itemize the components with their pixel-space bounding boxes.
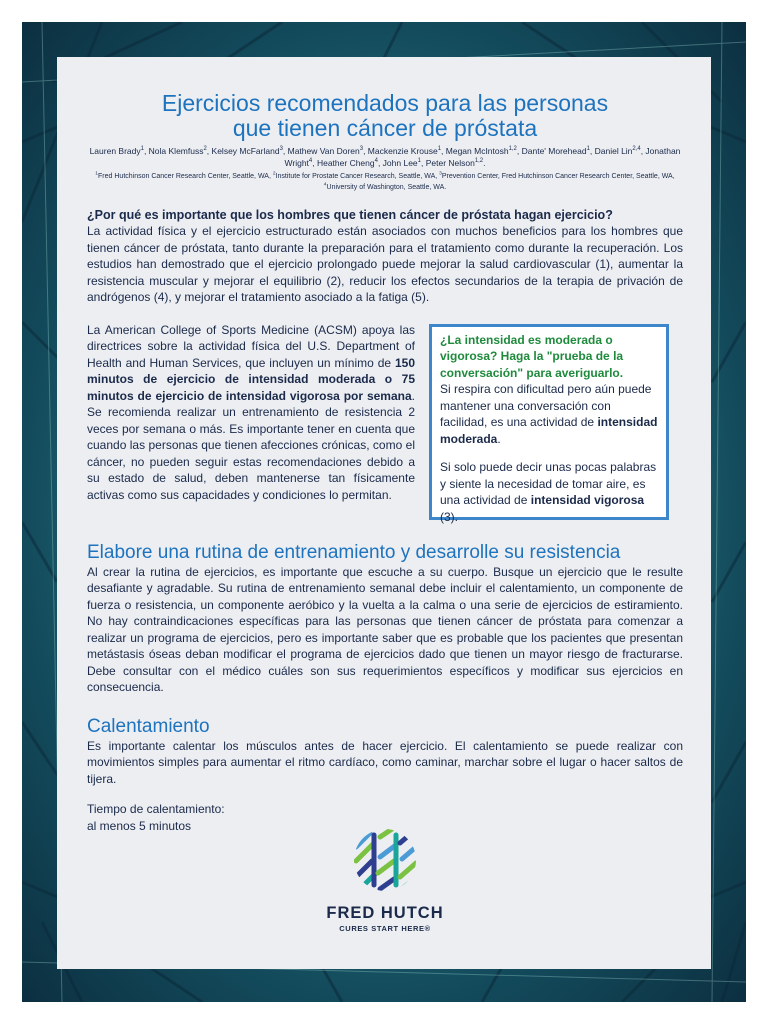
fred-hutch-logo [315,827,455,933]
author-name: Mackenzie Krouse$^1$ [367,146,442,156]
routine-body: Al crear la rutina de ejercicios, es importante que escuche a su cuerpo. Busque un ejercicio que le resulte desafiante y agradable. Su rutina de entrenamiento semanal debe incluir el calentamiento, un componente de fuerza o resistencia, un componente aeróbico y la vuelta a la calma o una serie de ejercicios de estiramiento. No hay contraindicaciones específicas para las personas que tienen cáncer de próstata para comenzar a realizar un programa de ejercicios, pero es importante saber que es probable que los pacientes que presentan metástasis óseas deban modificar el programa de ejercicios dado que tienen un mayor riesgo de fracturarse. Debe consultar con el médico cuáles son sus requerimientos específicos y modificar sus ejercicios en consecuencia. [87,564,683,694]
affiliation-text: Fred Hutchinson Cancer Research Center, Seattle, WA, [98,173,273,180]
warmup-body: Es importante calentar los músculos antes de hacer ejercicio. El calentamiento se puede realizar con movimientos simples para aumentar el ritmo cardíaco, como caminar, marchar sobre el lugar o hacer saltos de tijera. [87,738,683,786]
logo-mark-icon [352,827,418,893]
intro-question: ¿Por qué es importante que los hombres que tienen cáncer de próstata hagan ejercicio? [87,208,613,222]
content-panel [57,57,711,969]
affiliations: $^1$Fred Hutchinson Cancer Research Center, Seattle, WA, $^2$Institute for Prostate Cancer Research, Seattle, WA, $^3$Prevention Center, Fred Hutchinson Cancer Research Center, Seattle, WA, $^4$University of Washington, Seattle, WA. [95,171,675,191]
author-name: John Lee$^1$ [382,158,421,168]
routine-heading: Elabore una rutina de entrenamiento y desarrolle su resistencia [87,541,621,563]
author-name: Heather Cheng$^4$ [316,158,378,168]
author-name: Kelsey McFarland$^3$ [211,146,283,156]
author-name: Lauren Brady$^1$ [89,146,144,156]
intro-body: La actividad física y el ejercicio estructurado están asociados con muchos beneficios para los hombres que tienen cáncer de próstata, tanto durante la preparación para el tratamiento como durante la recuperación. Los estudios han demostrado que el ejercicio prolongado puede mejorar la salud cardiovascular (1), aumentar la resistencia muscular y mejorar el equilibrio (2), reducir los efectos secundarios de la terapia de privación de andrógenos (4), y mejorar el tratamiento asociado a la fatiga (5). [87,224,683,304]
talk-test-heading: ¿La intensidad es moderada o vigorosa? Haga la "prueba de la conversación" para averiguarlo. [440,332,624,380]
acsm-text: La American College of Sports Medicine (ACSM) apoya las directrices sobre la actividad física del U.S. Department of Health and Human Services, que incluyen un mínimo de 150 minutos de ejercicio de intensidad moderada o 75 minutos de ejercicio de intensidad vigorosa por semana. Se recomienda realizar un entrenamiento de resistencia 2 veces por semana o más. Es importante tener en cuenta que cuando las personas que tienen afecciones crónicas, como el cáncer, no pueden seguir estas recomendaciones debido a su estado de salud, deben mantenerse tan físicamente activas como sus capacidades y condiciones lo permitan. [87,322,415,502]
author-name: Mathew Van Doren$^3$ [287,146,364,156]
author-list: Lauren Brady$^1$, Nola Klemfuss$^2$, Kelsey McFarland$^3$, Mathew Van Doren$^3$, Mackenzie Krouse$^1$, Megan McIntosh$^{1,2}$, Dante' Morehead$^1$, Daniel Lin$^{2,4}$, Jonathan Wright$^4$, Heather Cheng$^4$, John Lee$^1$, Peter Nelson$^{1,2}$. [89,146,681,168]
logo-tagline: CURES START HERE® [339,924,431,933]
affiliation-text: Institute for Prostate Cancer Research, Seattle, WA, [275,173,440,180]
logo-name: FRED HUTCH [326,904,444,922]
author-name: Dante' Morehead$^1$ [521,146,590,156]
page-title: Ejercicios recomendados para las personas que tienen cáncer de próstata [161,90,609,141]
warmup-time: Tiempo de calentamiento: al menos 5 minutos [87,802,225,833]
author-name: Nola Klemfuss$^2$ [148,146,207,156]
affiliation-text: University of Washington, Seattle, WA. [326,184,447,191]
author-name: Daniel Lin$^{2,4}$ [594,146,641,156]
author-name: Jonathan Wright$^4$ [284,146,681,168]
warmup-heading: Calentamiento [87,715,210,737]
guidelines-section [87,322,683,524]
author-name: Peter Nelson$^{1,2}$ [425,158,484,168]
talk-test-box: ¿La intensidad es moderada o vigorosa? Haga la "prueba de la conversación" para averiguarlo. Si respira con dificultad pero aún puede mantener una conversación con facilidad, es una actividad de intensidad moderada. Si solo puede decir unas pocas palabras y siente la necesidad de tomar aire, es una actividad de intensidad vigorosa (3). [429,324,669,520]
affiliation-text: Prevention Center, Fred Hutchinson Cancer Research Center, Seattle, WA, [441,173,675,180]
author-name: Megan McIntosh$^{1,2}$ [445,146,517,156]
acsm-recommendation: 150 minutos de ejercicio de intensidad moderada o 75 minutos de ejercicio de intensidad vigorosa por semana [87,355,415,403]
